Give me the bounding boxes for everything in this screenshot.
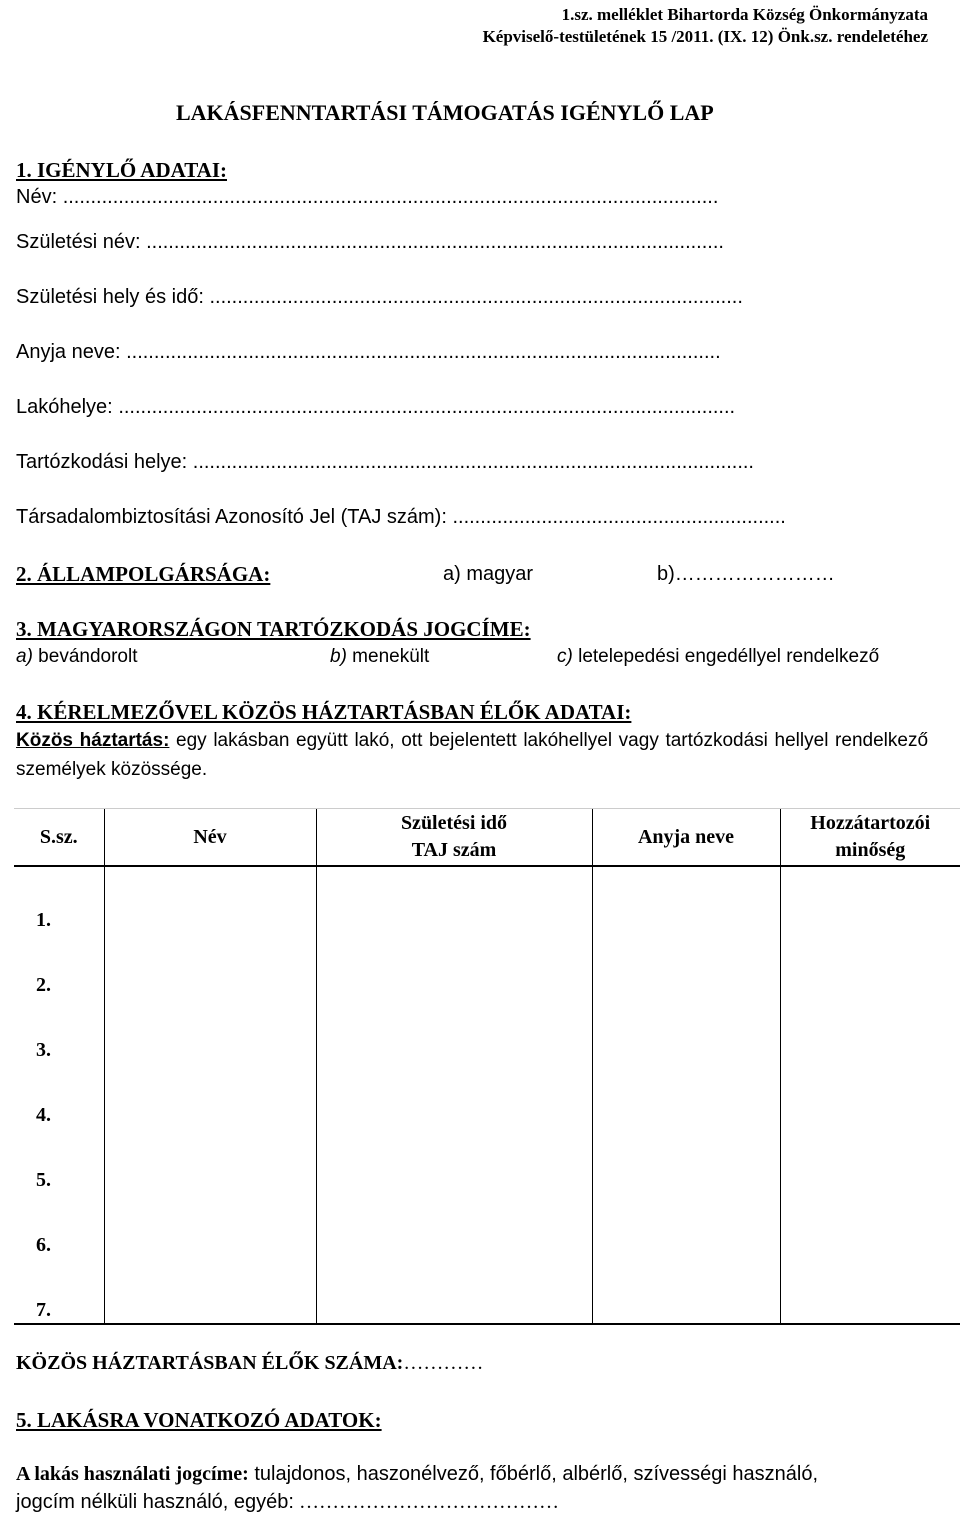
cell-relationship[interactable] <box>780 1127 960 1192</box>
cell-name[interactable] <box>104 866 316 932</box>
cell-birth-taj[interactable] <box>316 997 592 1062</box>
household-definition-text: egy lakásban együtt lakó, ott bejelentett lakóhellyel vagy tartózkodási hellyel rendelkező személyek közössége. <box>16 730 929 780</box>
cell-birth-taj[interactable] <box>316 1062 592 1127</box>
cell-mother-name[interactable] <box>592 1257 780 1324</box>
field-taj-number-label: Társadalombiztosítási Azonosító Jel (TAJ szám): <box>16 506 447 528</box>
col-header-number: S.sz. <box>14 809 104 867</box>
household-count-dots: ………… <box>403 1352 484 1374</box>
table-header-row <box>14 809 960 867</box>
cell-relationship[interactable] <box>780 866 960 932</box>
cell-mother-name[interactable] <box>592 1127 780 1192</box>
field-birth-name-label: Születési név: <box>16 231 141 253</box>
field-taj-number[interactable] <box>16 506 786 529</box>
residence-title-option-c[interactable] <box>557 646 879 668</box>
table-row <box>14 1192 960 1257</box>
col-header-relationship: Hozzátartozói minőség <box>780 809 960 867</box>
cell-name[interactable] <box>104 1257 316 1324</box>
cell-mother-name[interactable] <box>592 1062 780 1127</box>
col-header-name: Név <box>104 809 316 867</box>
cell-relationship[interactable] <box>780 1062 960 1127</box>
citizenship-option-b[interactable]: b)…………………… <box>657 563 835 585</box>
cell-birth-taj[interactable] <box>316 1257 592 1324</box>
col-header-mother-name: Anyja neve <box>592 809 780 867</box>
row-number: 7. <box>36 1299 51 1321</box>
row-number: 5. <box>36 1169 51 1191</box>
table-row <box>14 866 960 932</box>
section2-heading: 2. ÁLLAMPOLGÁRSÁGA: <box>16 562 271 586</box>
cell-relationship[interactable] <box>780 997 960 1062</box>
field-birth-name[interactable] <box>16 231 724 254</box>
household-definition <box>16 726 928 784</box>
cell-mother-name[interactable] <box>592 1192 780 1257</box>
field-residence-dots: ............................................................................................................... <box>118 396 736 418</box>
option-a-letter: a) <box>16 646 33 667</box>
field-temporary-residence[interactable] <box>16 451 754 474</box>
field-residence[interactable] <box>16 396 735 419</box>
section4-heading: 4. KÉRELMEZŐVEL KÖZÖS HÁZTARTÁSBAN ÉLŐK ADATAI: <box>16 700 632 724</box>
table-row <box>14 932 960 997</box>
cell-name[interactable] <box>104 997 316 1062</box>
cell-birth-taj[interactable] <box>316 866 592 932</box>
table-row <box>14 1257 960 1324</box>
field-temporary-residence-label: Tartózkodási helye: <box>16 451 188 473</box>
option-a-text: bevándorolt <box>32 646 138 667</box>
field-birth-place-date[interactable] <box>16 286 743 309</box>
usage-title-other-label: jogcím nélküli használó, egyéb: <box>16 1491 294 1513</box>
field-mother-name-label: Anyja neve: <box>16 341 121 363</box>
cell-name[interactable] <box>104 1062 316 1127</box>
cell-birth-taj[interactable] <box>316 1127 592 1192</box>
annex-reference-line2: Képviselő-testületének 15 /2011. (IX. 12) Önk.sz. rendeletéhez <box>482 27 928 46</box>
section1-heading: 1. IGÉNYLŐ ADATAI: <box>16 158 227 182</box>
row-number: 3. <box>36 1039 51 1061</box>
field-name-label: Név: <box>16 186 58 208</box>
cell-birth-taj[interactable] <box>316 932 592 997</box>
field-birth-name-dots: ........................................................................................................ <box>146 231 724 253</box>
row-number: 4. <box>36 1104 51 1126</box>
household-members-table <box>14 808 960 1324</box>
cell-relationship[interactable] <box>780 1192 960 1257</box>
cell-mother-name[interactable] <box>592 866 780 932</box>
household-count-label: KÖZÖS HÁZTARTÁSBAN ÉLŐK SZÁMA: <box>16 1352 404 1374</box>
cell-relationship[interactable] <box>780 1257 960 1324</box>
usage-title-options: tulajdonos, haszonélvező, főbérlő, albérlő, szívességi használó, <box>248 1463 819 1485</box>
cell-mother-name[interactable] <box>592 997 780 1062</box>
residence-title-option-b[interactable] <box>330 646 429 668</box>
cell-birth-taj[interactable] <box>316 1192 592 1257</box>
option-c-text: letelepedési engedéllyel rendelkező <box>572 646 880 667</box>
usage-title-line1 <box>16 1463 818 1486</box>
cell-name[interactable] <box>104 1192 316 1257</box>
field-residence-label: Lakóhelye: <box>16 396 113 418</box>
household-term: Közös háztartás: <box>16 730 170 751</box>
field-name-dots: ...................................................................................................................... <box>62 186 719 208</box>
cell-name[interactable] <box>104 932 316 997</box>
table-row <box>14 1127 960 1192</box>
citizenship-option-a[interactable]: a) magyar <box>443 563 534 585</box>
cell-name[interactable] <box>104 1127 316 1192</box>
usage-title-line2[interactable] <box>16 1491 559 1514</box>
cell-mother-name[interactable] <box>592 932 780 997</box>
section5-heading: 5. LAKÁSRA VONATKOZÓ ADATOK: <box>16 1408 382 1432</box>
field-temporary-residence-dots: ..................................................................................................... <box>192 451 754 473</box>
table-row <box>14 1062 960 1127</box>
table-bottom-border <box>14 1323 960 1325</box>
form-title: LAKÁSFENNTARTÁSI TÁMOGATÁS IGÉNYLŐ LAP <box>176 100 714 125</box>
usage-title-other-dots: ………………………………… <box>293 1491 559 1513</box>
option-b-letter: b) <box>330 646 347 667</box>
annex-reference-line1: 1.sz. melléklet Bihartorda Község Önkormányzata <box>561 5 928 24</box>
field-mother-name-dots: ........................................................................................................... <box>126 341 721 363</box>
field-name[interactable] <box>16 186 718 209</box>
table-row <box>14 997 960 1062</box>
field-taj-number-dots: ............................................................ <box>452 506 786 528</box>
option-b-text: menekült <box>346 646 430 667</box>
cell-relationship[interactable] <box>780 932 960 997</box>
household-count[interactable] <box>16 1352 483 1375</box>
usage-title-term: A lakás használati jogcíme: <box>16 1463 249 1485</box>
row-number: 2. <box>36 974 51 996</box>
col-header-birth-taj: Születési idő TAJ szám <box>316 809 592 867</box>
field-mother-name[interactable] <box>16 341 721 364</box>
row-number: 6. <box>36 1234 51 1256</box>
field-birth-place-date-dots: ................................................................................................ <box>209 286 743 308</box>
row-number: 1. <box>36 909 51 931</box>
field-birth-place-date-label: Születési hely és idő: <box>16 286 204 308</box>
residence-title-option-a[interactable] <box>16 646 137 668</box>
section3-heading: 3. MAGYARORSZÁGON TARTÓZKODÁS JOGCÍME: <box>16 617 531 641</box>
option-c-letter: c) <box>557 646 573 667</box>
